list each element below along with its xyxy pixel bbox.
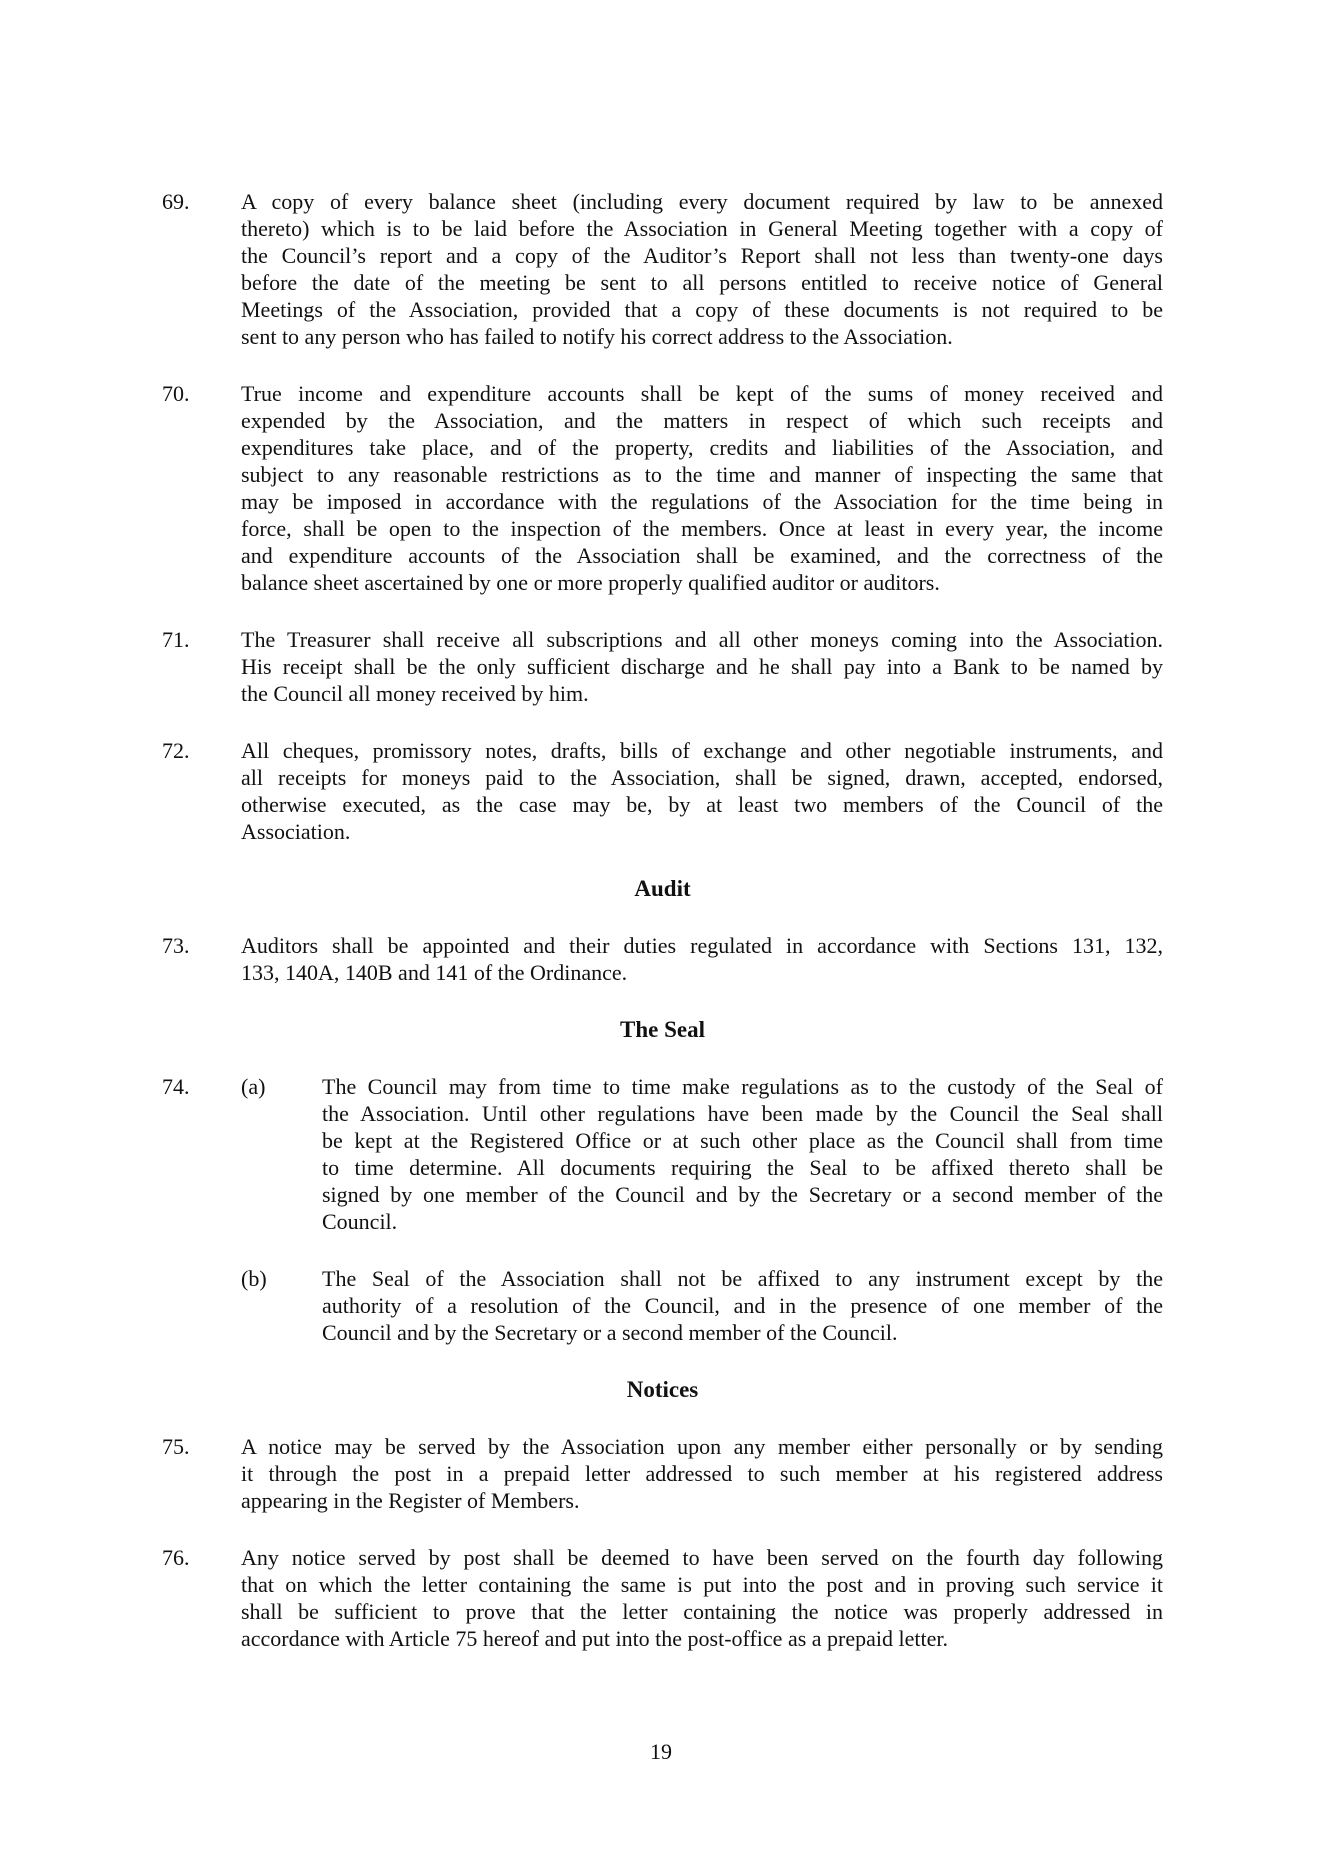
paragraph-line: be kept at the Registered Office or at such other place as the Council shall from time (322, 1128, 1163, 1153)
paragraph-body (241, 188, 1163, 350)
paragraph-line: expenditures take place, and of the property, credits and liabilities of the Association, and (241, 435, 1163, 460)
paragraph-body (241, 932, 1163, 986)
paragraph-number: 70. (162, 381, 190, 406)
article-paragraph-71 (162, 626, 1163, 707)
paragraph-line: all receipts for moneys paid to the Association, shall be signed, drawn, accepted, endorsed, (241, 765, 1163, 790)
paragraph-line: and expenditure accounts of the Association shall be examined, and the correctness of the (241, 543, 1163, 568)
articles-container (162, 188, 1163, 1682)
article-subparagraph (162, 1265, 1163, 1346)
page-number: 19 (650, 1739, 672, 1764)
article-paragraph-74 (162, 1073, 1163, 1235)
paragraph-line: appearing in the Register of Members. (241, 1488, 580, 1513)
article-paragraph-76 (162, 1544, 1163, 1652)
paragraph-body (241, 1433, 1163, 1514)
subparagraph-label: (a) (241, 1074, 266, 1099)
paragraph-line: the Council’s report and a copy of the Auditor’s Report shall not less than twenty-one days (241, 243, 1163, 268)
article-paragraph-73 (162, 932, 1163, 986)
paragraph-line: otherwise executed, as the case may be, by at least two members of the Council of the (241, 792, 1163, 817)
paragraph-line: to time determine. All documents requiring the Seal to be affixed thereto shall be (322, 1155, 1163, 1180)
article-paragraph-75 (162, 1433, 1163, 1514)
paragraph-line: 133, 140A, 140B and 141 of the Ordinance. (241, 960, 628, 985)
paragraph-line: His receipt shall be the only sufficient discharge and he shall pay into a Bank to be named by (241, 654, 1163, 679)
paragraph-line: Council. (322, 1209, 398, 1234)
paragraph-line: thereto) which is to be laid before the Association in General Meeting together with a copy of (241, 216, 1163, 241)
paragraph-body (241, 626, 1163, 707)
paragraph-line: before the date of the meeting be sent to all persons entitled to receive notice of General (241, 270, 1163, 295)
paragraph-line: may be imposed in accordance with the regulations of the Association for the time being in (241, 489, 1163, 514)
paragraph-line: Auditors shall be appointed and their duties regulated in accordance with Sections 131, 132, (241, 933, 1163, 958)
paragraph-line: The Seal of the Association shall not be affixed to any instrument except by the (322, 1266, 1163, 1291)
paragraph-line: Meetings of the Association, provided that a copy of these documents is not required to be (241, 297, 1163, 322)
paragraph-body (322, 1265, 1163, 1346)
paragraph-line: Any notice served by post shall be deemed to have been served on the fourth day following (241, 1545, 1163, 1570)
paragraph-line: the Association. Until other regulations have been made by the Council the Seal shall (322, 1101, 1163, 1126)
paragraph-line: the Council all money received by him. (241, 681, 589, 706)
paragraph-number: 69. (162, 189, 190, 214)
paragraph-line: expended by the Association, and the matters in respect of which such receipts and (241, 408, 1163, 433)
section-heading: The Seal (620, 1017, 705, 1042)
paragraph-body (322, 1073, 1163, 1235)
paragraph-line: The Council may from time to time make regulations as to the custody of the Seal of (322, 1074, 1163, 1099)
paragraph-line: balance sheet ascertained by one or more properly qualified auditor or auditors. (241, 570, 940, 595)
paragraph-line: force, shall be open to the inspection of the members. Once at least in every year, the income (241, 516, 1163, 541)
paragraph-line: it through the post in a prepaid letter addressed to such member at his registered address (241, 1461, 1163, 1486)
paragraph-line: Association. (241, 819, 351, 844)
paragraph-body (241, 737, 1163, 845)
paragraph-line: shall be sufficient to prove that the letter containing the notice was properly addressed in (241, 1599, 1163, 1624)
paragraph-line: sent to any person who has failed to notify his correct address to the Association. (241, 324, 953, 349)
paragraph-line: A notice may be served by the Association upon any member either personally or by sending (241, 1434, 1163, 1459)
paragraph-number: 71. (162, 627, 190, 652)
paragraph-number: 75. (162, 1434, 190, 1459)
paragraph-line: The Treasurer shall receive all subscriptions and all other moneys coming into the Association. (241, 627, 1163, 652)
paragraph-line: All cheques, promissory notes, drafts, bills of exchange and other negotiable instruments, and (241, 738, 1163, 763)
article-paragraph-72 (162, 737, 1163, 845)
paragraph-number: 72. (162, 738, 190, 763)
paragraph-line: accordance with Article 75 hereof and put into the post-office as a prepaid letter. (241, 1626, 948, 1651)
paragraph-number: 76. (162, 1545, 190, 1570)
paragraph-number: 74. (162, 1074, 190, 1099)
article-paragraph-69 (162, 188, 1163, 350)
section-heading: Audit (634, 876, 691, 901)
paragraph-line: authority of a resolution of the Council, and in the presence of one member of the (322, 1293, 1163, 1318)
paragraph-line: subject to any reasonable restrictions as to the time and manner of inspecting the same that (241, 462, 1163, 487)
subparagraph-label: (b) (241, 1266, 267, 1291)
paragraph-line: True income and expenditure accounts shall be kept of the sums of money received and (241, 381, 1163, 406)
section-heading: Notices (626, 1377, 699, 1402)
paragraph-body (241, 380, 1163, 596)
paragraph-body (241, 1544, 1163, 1652)
paragraph-line: A copy of every balance sheet (including every document required by law to be annexed (241, 189, 1163, 214)
paragraph-line: that on which the letter containing the same is put into the post and in proving such service it (241, 1572, 1163, 1597)
paragraph-number: 73. (162, 933, 190, 958)
paragraph-line: Council and by the Secretary or a second member of the Council. (322, 1320, 898, 1345)
article-paragraph-70 (162, 380, 1163, 596)
paragraph-line: signed by one member of the Council and by the Secretary or a second member of the (322, 1182, 1163, 1207)
